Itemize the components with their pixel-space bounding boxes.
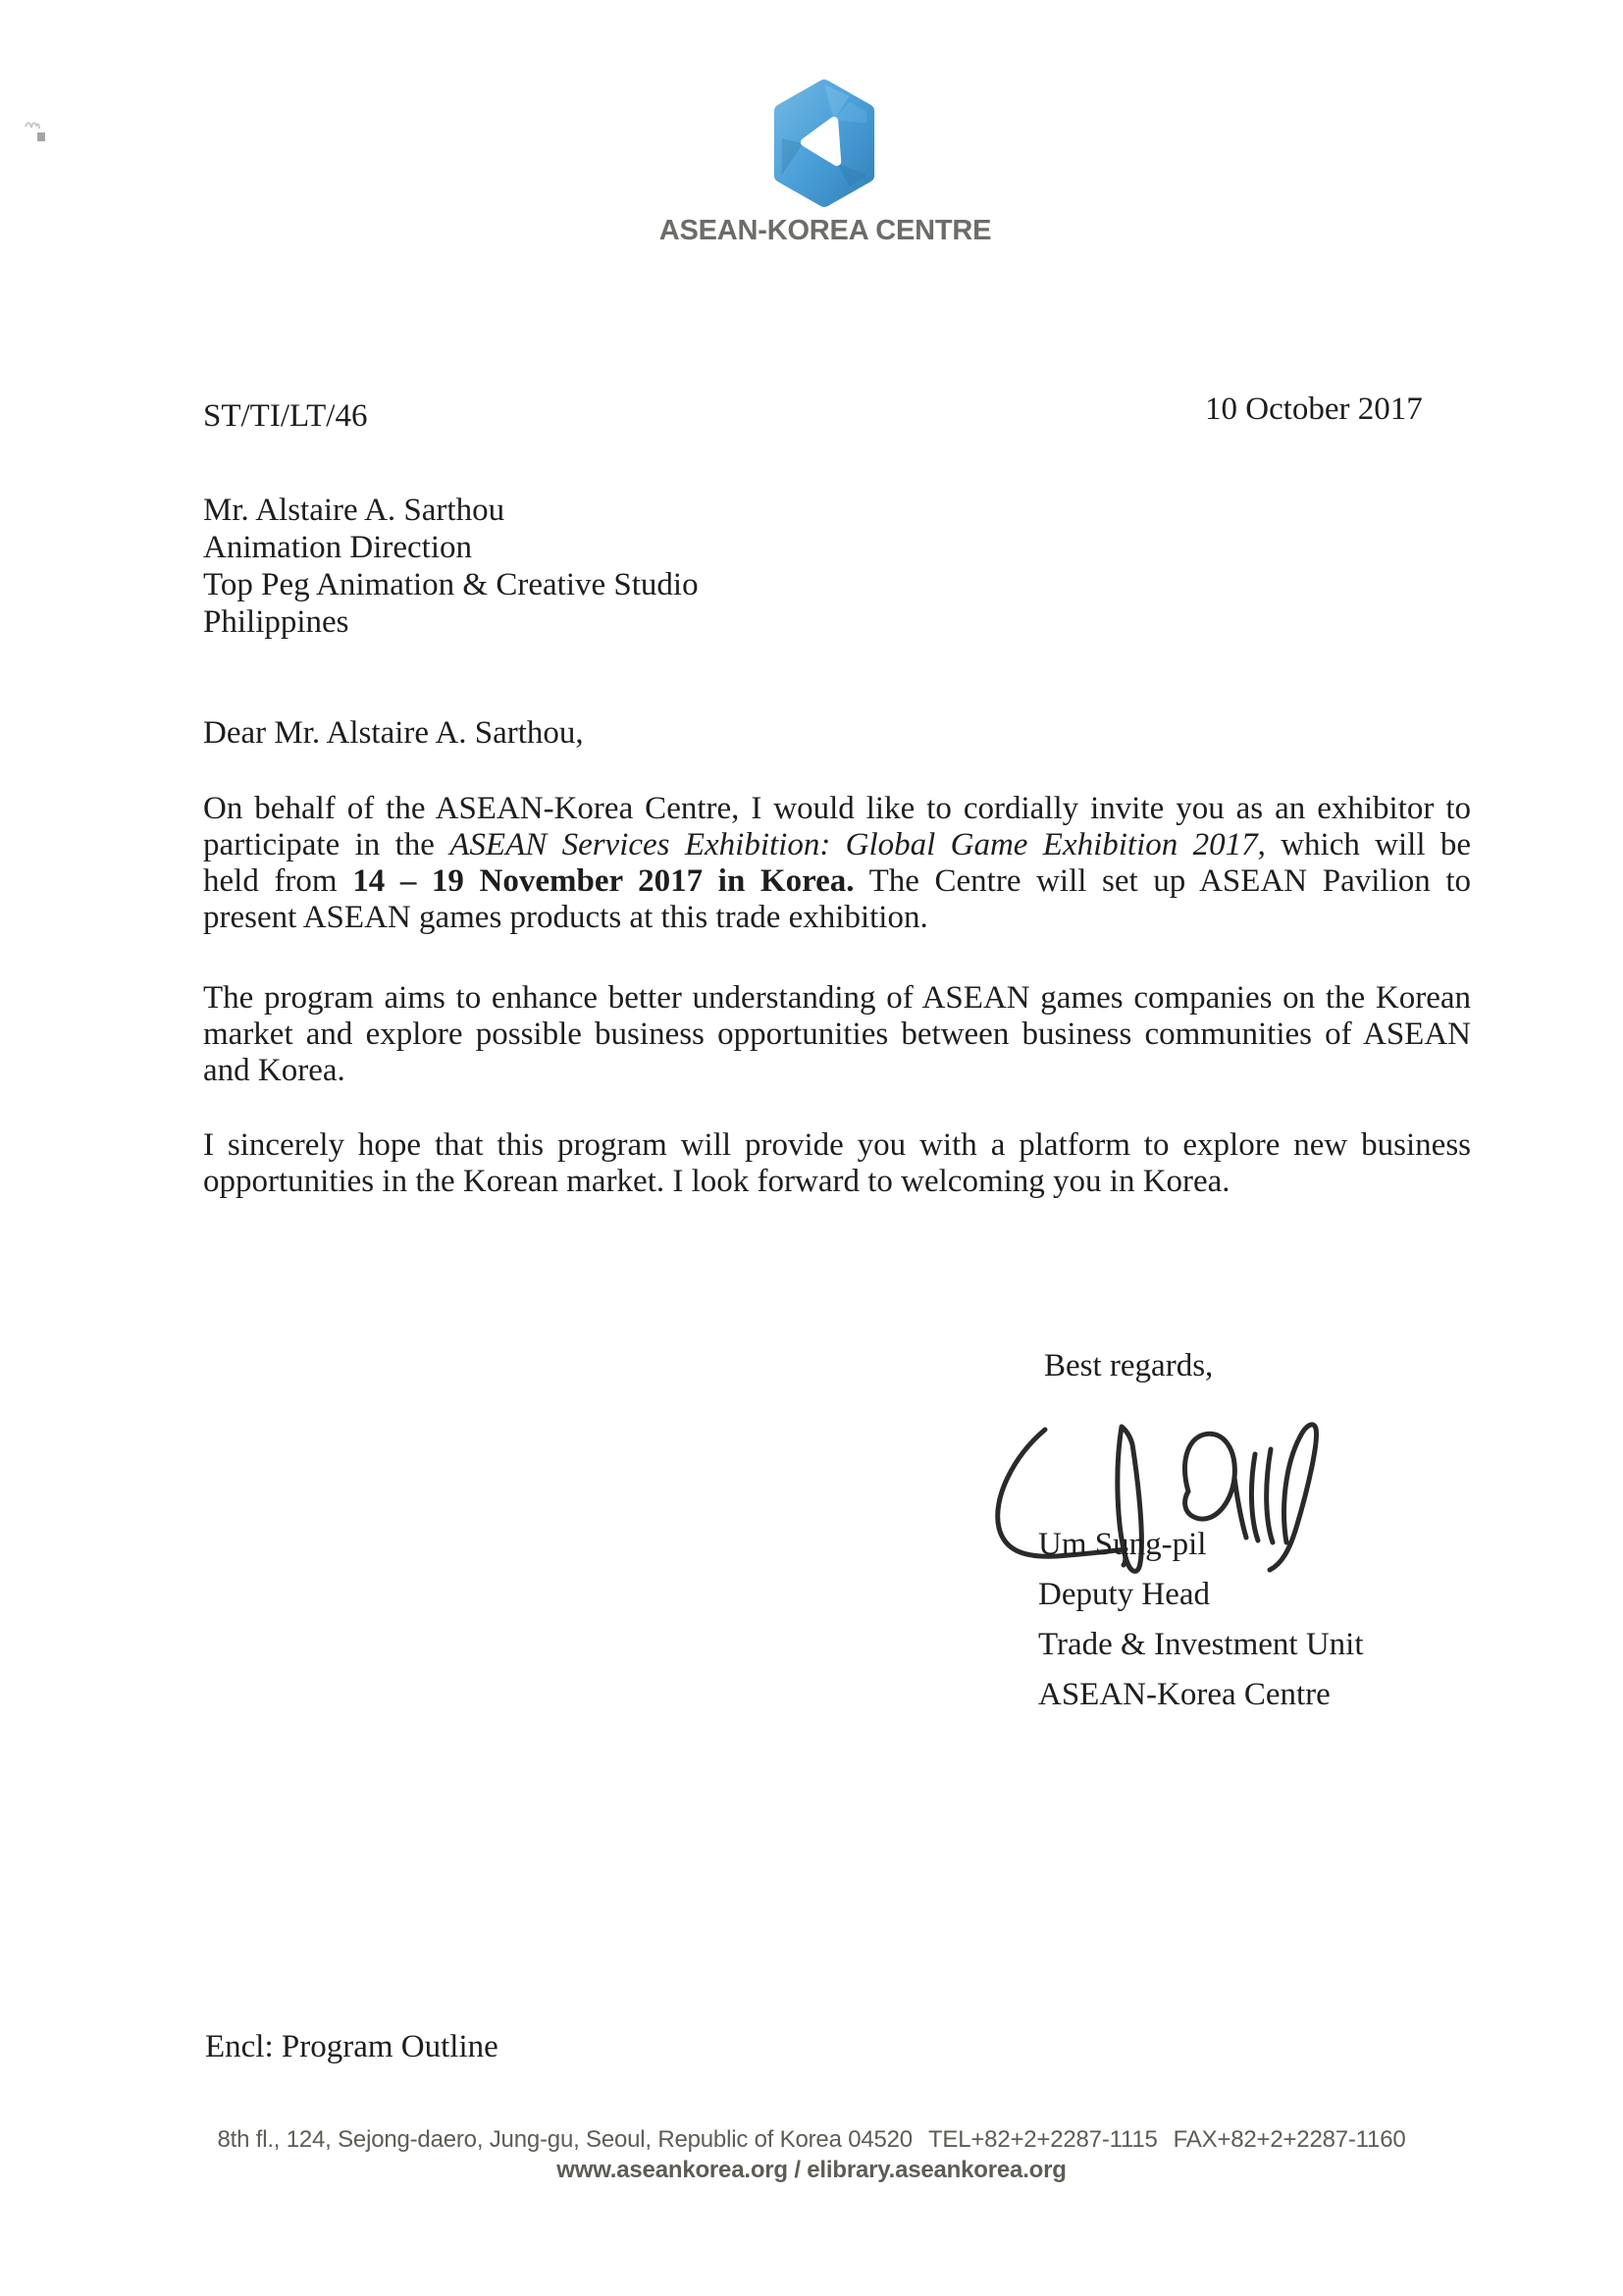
paragraph-1 xyxy=(203,791,1471,936)
footer-tel: TEL+82+2+2287-1115 xyxy=(927,2126,1158,2153)
p1l2-regular: participate in the xyxy=(203,827,450,862)
paragraph-1-line-4: present ASEAN games products at this trade exhibition. xyxy=(203,900,928,935)
footer-address: 8th fl., 124, Sejong-daero, Jung-gu, Seoul, Republic of Korea 04520 xyxy=(217,2126,913,2153)
paragraph-2-line-2: market and explore possible business opportunities between business communities of ASEAN xyxy=(203,1017,1471,1052)
signer-name: Um Sung-pil xyxy=(1038,1527,1207,1562)
paragraph-3-line-1: I sincerely hope that this program will provide you with a platform to explore new business xyxy=(203,1127,1471,1163)
letter-date: 10 October 2017 xyxy=(1205,391,1423,427)
p1l2-regular-tail: , which will be xyxy=(1257,827,1471,862)
paragraph-3-line-2: opportunities in the Korean market. I look forward to welcoming you in Korea. xyxy=(203,1164,1230,1199)
footer-contact-line xyxy=(0,2124,1623,2155)
paragraph-1-line-3 xyxy=(203,863,1471,900)
recipient-country: Philippines xyxy=(203,604,349,640)
footer-websites: www.aseankorea.org / elibrary.aseankorea.org xyxy=(556,2157,1067,2183)
enclosure-note: Encl: Program Outline xyxy=(205,2029,498,2064)
p1l3-regular: held from xyxy=(203,863,353,899)
org-name: ASEAN-KOREA CENTRE xyxy=(658,215,992,246)
recipient-title: Animation Direction xyxy=(203,530,473,565)
signer-title: Deputy Head xyxy=(1038,1577,1211,1612)
reference-number: ST/TI/LT/46 xyxy=(203,398,368,434)
valediction: Best regards, xyxy=(1044,1348,1214,1383)
recipient-company: Top Peg Animation & Creative Studio xyxy=(203,567,699,602)
paragraph-1-line-1: On behalf of the ASEAN-Korea Centre, I would like to cordially invite you as an exhibitor to xyxy=(203,791,1471,826)
asean-korea-centre-logo xyxy=(766,78,882,209)
scan-artifact xyxy=(24,115,49,144)
p1l3-regular-tail: The Centre will set up ASEAN Pavilion to xyxy=(854,863,1472,899)
footer-fax: FAX+82+2+2287-1160 xyxy=(1173,2126,1406,2153)
salutation: Dear Mr. Alstaire A. Sarthou, xyxy=(203,715,584,751)
letterhead-footer xyxy=(0,2124,1623,2185)
signer-unit: Trade & Investment Unit xyxy=(1038,1627,1364,1662)
recipient-name: Mr. Alstaire A. Sarthou xyxy=(203,493,505,528)
p1l3-dates-bold: 14 – 19 November 2017 in Korea. xyxy=(352,863,855,899)
signer-org: ASEAN-Korea Centre xyxy=(1038,1677,1331,1712)
recipient-block xyxy=(203,492,699,641)
paragraph-2-line-3: and Korea. xyxy=(203,1053,345,1088)
paragraph-1-line-2 xyxy=(203,827,1471,863)
paragraph-3 xyxy=(203,1127,1471,1200)
paragraph-2 xyxy=(203,980,1471,1089)
paragraph-2-line-1: The program aims to enhance better understanding of ASEAN games companies on the Korean xyxy=(203,980,1471,1016)
p1l2-event-name-italic: ASEAN Services Exhibition: Global Game Exhibition 2017 xyxy=(449,827,1258,862)
signer-block xyxy=(1038,1520,1364,1720)
